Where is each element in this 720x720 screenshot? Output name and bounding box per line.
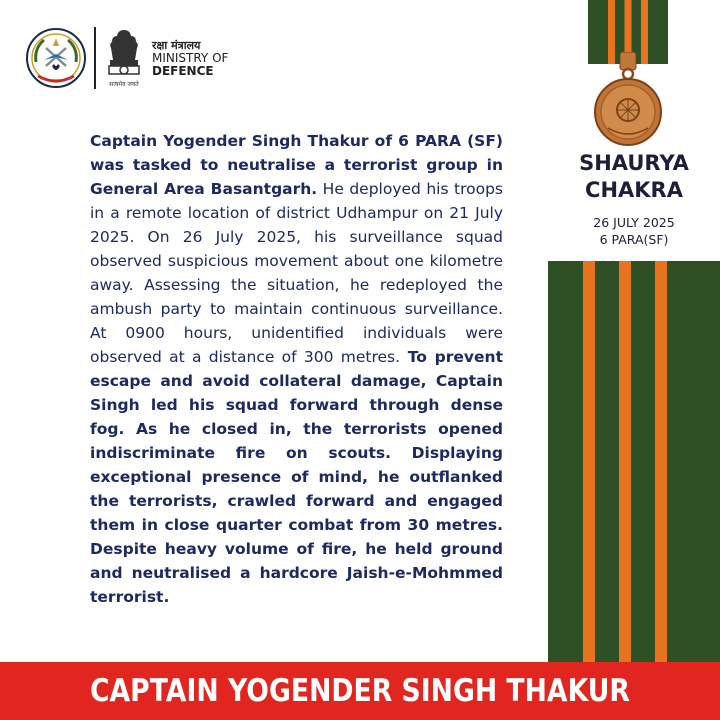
medal-icon bbox=[590, 52, 666, 152]
awardee-name: CAPTAIN YOGENDER SINGH THAKUR bbox=[89, 673, 630, 709]
ministry-line2: DEFENCE bbox=[152, 63, 214, 78]
award-date: 26 JULY 2025 bbox=[593, 215, 675, 230]
ministry-line1: MINISTRY OF bbox=[152, 50, 229, 65]
logo-divider bbox=[94, 27, 96, 89]
award-title-line2: CHAKRA bbox=[585, 178, 683, 202]
ministry-label bbox=[152, 39, 228, 78]
tri-services-emblem-icon bbox=[24, 26, 88, 90]
award-meta bbox=[548, 214, 720, 248]
name-banner bbox=[0, 662, 720, 720]
award-unit: 6 PARA(SF) bbox=[599, 232, 669, 247]
emblem-motto: सत्यमेव जयते bbox=[109, 81, 139, 88]
ashoka-emblem-icon bbox=[104, 26, 144, 90]
citation-intro: Captain Yogender Singh Thakur of 6 PARA (SF) was tasked to neutralise a terrorist group in General Area Basantgarh. bbox=[90, 132, 503, 198]
citation-action: To prevent escape and avoid collateral damage, Captain Singh led his squad forward through dense fog. As he closed in, the terrorists opened indiscriminate fire on scouts. Displaying exceptional presence of mind, he outflanked the terrorists, crawled forward and engaged them in close quarter combat from 30 metres. Despite heavy volume of fire, he held ground and neutralised a hardcore Jaish-e-Mohmmed terrorist. bbox=[90, 348, 503, 606]
medal-ribbon bbox=[548, 261, 720, 666]
award-title bbox=[548, 150, 720, 204]
citation-text bbox=[90, 129, 503, 609]
award-title-line1: SHAURYA bbox=[579, 151, 689, 175]
header-logos bbox=[24, 24, 228, 92]
ministry-hindi: रक्षा मंत्रालय bbox=[152, 38, 201, 52]
citation-body: He deployed his troops in a remote location of district Udhampur on 21 July 2025. On 26 July 2025, his surveillance squad observed suspicious movement about one kilometre away. Assessing the situation, he redeployed the ambush party to maintain continuous surveillance. At 0900 hours, unidentified individuals were observed at a distance of 300 metres. bbox=[90, 180, 503, 366]
